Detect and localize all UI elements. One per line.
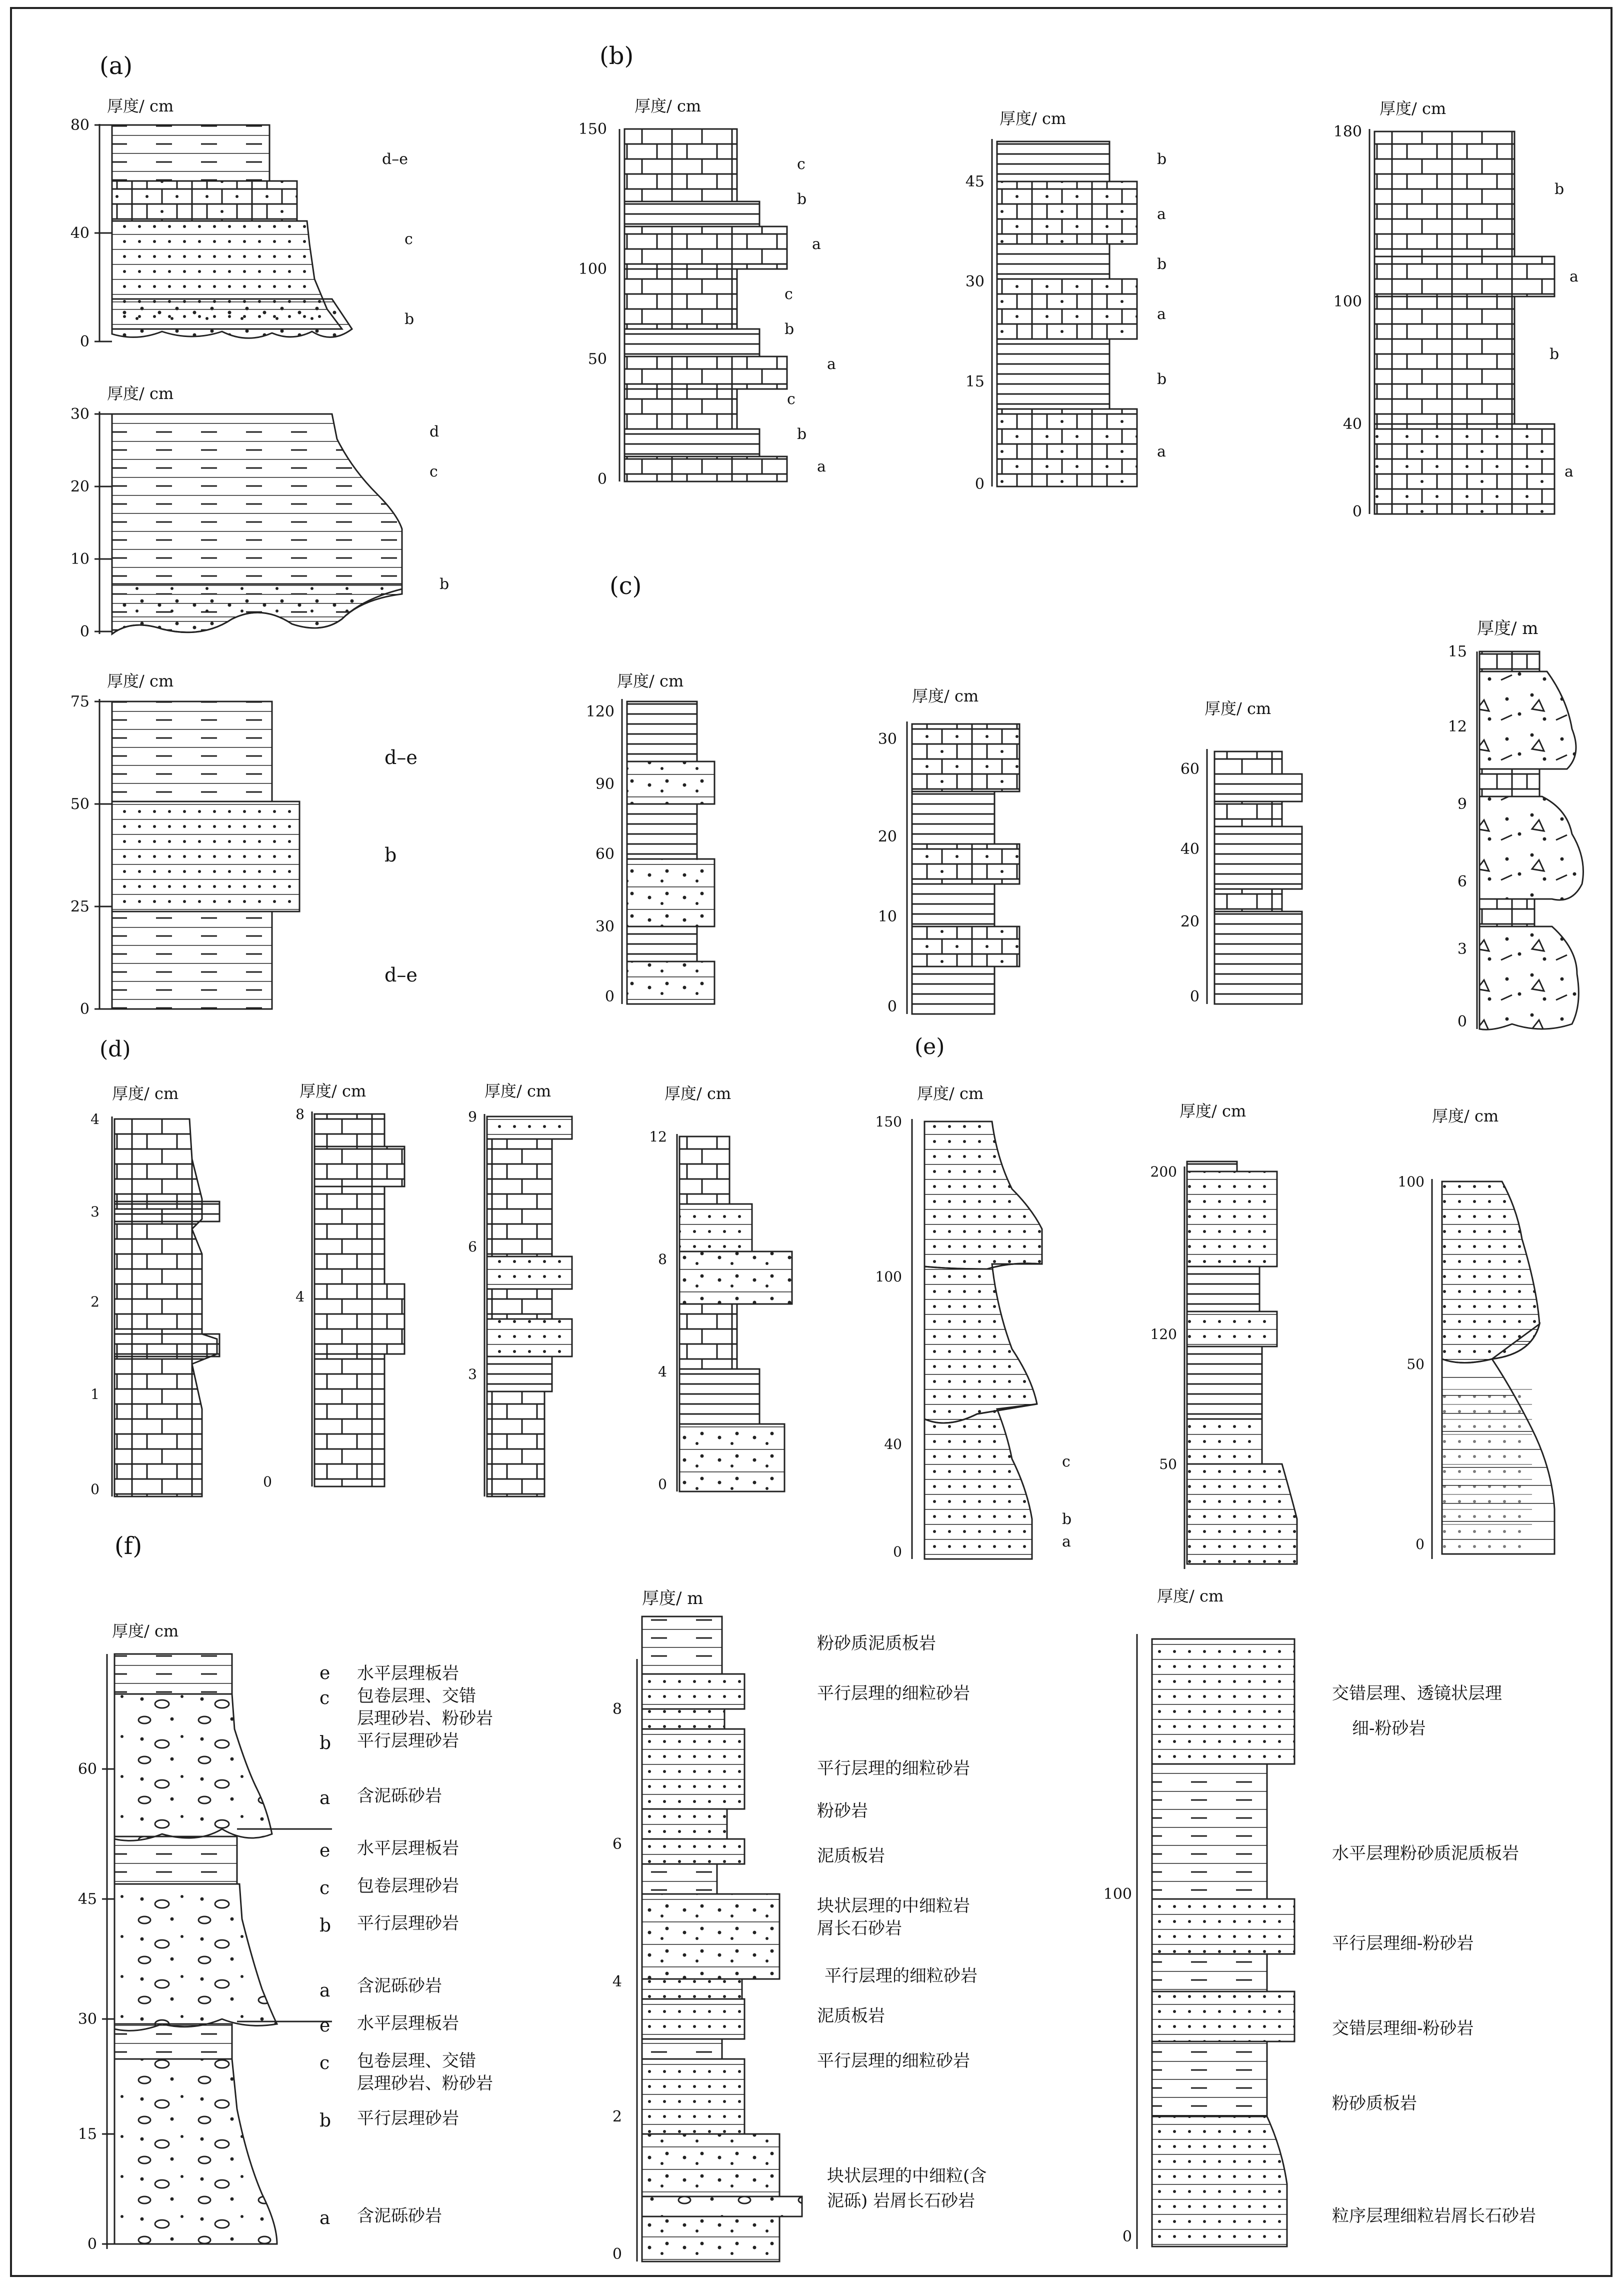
tick-label: 0 [90, 1481, 100, 1498]
tick-label: 150 [578, 120, 607, 138]
column-f1 [78, 1654, 332, 2253]
column-d3 [468, 1108, 572, 1496]
tick-label: 0 [893, 1544, 902, 1560]
description: 包卷层理、交错 [357, 2051, 476, 2071]
tick-label: 0 [612, 2246, 622, 2263]
unit-label: 厚度/ m [1477, 618, 1538, 638]
description: 水平层理板岩 [357, 1664, 459, 1684]
tick-label: 20 [70, 478, 90, 496]
tick-label: 6 [1457, 873, 1467, 890]
tick-label: 0 [658, 1476, 667, 1492]
tick-label: 4 [612, 1973, 622, 1990]
description: 平行层理砂岩 [357, 2108, 459, 2128]
layer-code: b [1157, 150, 1167, 168]
tick-label: 3 [1457, 940, 1467, 958]
tick-label: 0 [597, 470, 607, 488]
layer-code: c [320, 1878, 330, 1898]
tick-label: 100 [1398, 1174, 1424, 1190]
tick-label: 15 [78, 2126, 97, 2143]
tick-label: 50 [70, 796, 90, 813]
layer-code: a [1157, 306, 1166, 323]
layer-code: b [320, 1916, 332, 1936]
layer-code: b [797, 426, 807, 443]
description: 平行层理的细粒砂岩 [817, 1684, 970, 1704]
layer-code: a [320, 1788, 330, 1808]
column-b2 [966, 139, 1166, 493]
unit-label: 厚度/ cm [1180, 1102, 1246, 1120]
tick-label: 0 [80, 623, 90, 640]
unit-label: 厚度/ cm [634, 96, 702, 116]
layer-code: c [404, 230, 413, 248]
tick-label: 100 [1103, 1886, 1132, 1903]
tick-label: 50 [588, 350, 607, 368]
tick-label: 30 [595, 918, 614, 936]
column-f2 [612, 1616, 802, 2263]
description: 平行层理的细粒砂岩 [817, 2051, 970, 2071]
layer-code: b [784, 320, 794, 338]
layer-code: c [1062, 1453, 1070, 1470]
description: 含泥砾砂岩 [357, 1786, 442, 1806]
tick-label: 45 [965, 173, 984, 190]
figure-frame [10, 7, 1612, 2277]
tick-label: 0 [1190, 988, 1200, 1006]
layer-code: a [1570, 268, 1578, 286]
tick-label: 150 [875, 1114, 902, 1130]
unit-label: 厚度/ cm [107, 384, 174, 403]
description: 屑长石砂岩 [817, 1918, 902, 1938]
tick-label: 100 [875, 1268, 902, 1285]
column-a1 [70, 116, 414, 350]
column-a3 [70, 693, 418, 1018]
tick-label: 8 [658, 1251, 667, 1268]
column-d1 [90, 1111, 220, 1498]
description: 细-粉砂岩 [1352, 1718, 1426, 1738]
column-c3 [1180, 749, 1302, 1006]
layer-code: b [1062, 1510, 1072, 1528]
tick-label: 12 [649, 1128, 667, 1145]
panel-label-b: (b) [600, 42, 634, 70]
description: 粉砂岩 [817, 1801, 868, 1821]
f-mid-descriptions [817, 1634, 986, 2211]
tick-label: 15 [1448, 643, 1467, 660]
column-b3 [1334, 123, 1578, 520]
stratigraphic-figure [12, 9, 1610, 2275]
description: 层理砂岩、粉砂岩 [357, 2074, 493, 2094]
tick-label: 4 [658, 1364, 667, 1380]
tick-label: 10 [878, 908, 897, 926]
tick-label: 20 [878, 828, 897, 846]
layer-code: b [320, 1733, 332, 1754]
column-d2 [263, 1106, 404, 1490]
column-c2 [878, 722, 1020, 1016]
tick-label: 0 [263, 1474, 272, 1490]
layer-code: b [1550, 346, 1560, 363]
description: 泥质板岩 [817, 1846, 885, 1866]
tick-label: 200 [1150, 1164, 1177, 1180]
tick-label: 75 [70, 693, 90, 710]
layer-code: b [404, 310, 414, 328]
tick-label: 3 [468, 1366, 477, 1382]
description: 粉砂质泥质板岩 [817, 1634, 936, 1654]
column-e2 [1150, 1162, 1297, 1569]
layer-code: d [430, 423, 440, 440]
tick-label: 12 [1448, 718, 1467, 736]
description: 块状层理的中细粒(含 [827, 2166, 987, 2186]
panel-label-a: (a) [100, 52, 133, 80]
tick-label: 180 [1333, 123, 1362, 140]
tick-label: 2 [612, 2108, 622, 2126]
tick-label: 0 [87, 2236, 97, 2253]
description: 含泥砾砂岩 [357, 2206, 442, 2226]
unit-label: 厚度/ cm [912, 686, 979, 706]
tick-label: 1 [90, 1386, 100, 1402]
layer-code: c [430, 463, 438, 480]
layer-code: e [320, 1663, 330, 1684]
tick-label: 40 [884, 1436, 902, 1452]
description: 包卷层理、交错 [357, 1686, 476, 1706]
tick-label: 40 [1342, 416, 1362, 433]
tick-label: 30 [78, 2010, 97, 2028]
layer-code: d–e [382, 150, 408, 168]
layer-code: b [1157, 370, 1167, 388]
tick-label: 4 [90, 1111, 100, 1128]
tick-label: 45 [78, 1890, 97, 1908]
tick-label: 0 [1416, 1536, 1424, 1552]
layer-code: c [797, 156, 806, 173]
description: 泥砾) 岩屑长石砂岩 [827, 2191, 976, 2211]
tick-label: 0 [1457, 1013, 1467, 1030]
tick-label: 25 [70, 898, 90, 916]
layer-code: b [440, 576, 450, 593]
tick-label: 30 [965, 273, 984, 290]
description: 平行层理砂岩 [357, 1731, 459, 1751]
tick-label: 2 [90, 1294, 100, 1310]
layer-code: a [817, 458, 826, 476]
tick-label: 15 [965, 373, 984, 390]
description: 水平层理板岩 [357, 1838, 459, 1858]
tick-label: 0 [974, 476, 984, 493]
unit-label: 厚度/ cm [112, 1622, 179, 1640]
description: 交错层理、透镜状层理 [1332, 1684, 1502, 1704]
description: 平行层理的细粒砂岩 [817, 1758, 970, 1778]
tick-label: 9 [1457, 796, 1467, 813]
tick-label: 100 [578, 260, 607, 278]
layer-code: d–e [384, 964, 418, 986]
layer-code: a [812, 236, 821, 253]
layer-code: b [1157, 256, 1167, 273]
tick-label: 50 [1406, 1356, 1424, 1372]
description: 水平层理粉砂质泥质板岩 [1332, 1844, 1519, 1864]
unit-label: 厚度/ cm [1432, 1106, 1499, 1126]
tick-label: 0 [1352, 503, 1362, 520]
description: 含泥砾砂岩 [357, 1976, 442, 1996]
tick-label: 60 [595, 846, 614, 863]
tick-label: 60 [1180, 760, 1200, 778]
tick-label: 20 [1180, 913, 1200, 930]
tick-label: 120 [1150, 1326, 1177, 1342]
unit-label: 厚度/ cm [917, 1084, 984, 1103]
column-f3 [1104, 1634, 1294, 2249]
description: 泥质板岩 [817, 2006, 885, 2026]
description: 包卷层理砂岩 [357, 1876, 459, 1896]
unit-label: 厚度/ cm [107, 96, 174, 116]
column-b1 [578, 120, 836, 488]
tick-label: 6 [468, 1238, 477, 1255]
unit-label: 厚度/ cm [1204, 699, 1272, 718]
tick-label: 10 [70, 550, 90, 568]
tick-label: 8 [612, 1700, 622, 1718]
layer-code: c [320, 2053, 330, 2074]
unit-label: 厚度/ m [642, 1588, 704, 1608]
layer-code: a [1157, 443, 1166, 460]
column-c4 [1448, 643, 1584, 1030]
tick-label: 120 [586, 703, 614, 720]
layer-code: a [1062, 1533, 1071, 1550]
column-c1 [586, 699, 714, 1006]
layer-code: a [320, 2208, 330, 2228]
description: 层理砂岩、粉砂岩 [357, 1708, 493, 1728]
panel-label-d: (d) [100, 1036, 131, 1062]
tick-label: 50 [1159, 1456, 1177, 1472]
description: 粉砂质板岩 [1332, 2094, 1417, 2114]
layer-code: b [1554, 180, 1564, 198]
panel-label-c: (c) [610, 572, 642, 600]
unit-label: 厚度/ cm [1380, 99, 1446, 118]
tick-label: 30 [878, 730, 897, 748]
layer-code: a [1564, 463, 1574, 480]
tick-label: 30 [70, 406, 90, 423]
description: 粒序层理细粒岩屑长石砂岩 [1332, 2206, 1536, 2226]
tick-label: 4 [296, 1288, 304, 1305]
layer-code: c [320, 1688, 330, 1708]
panel-label-e: (e) [914, 1034, 945, 1060]
layer-code: b [384, 844, 397, 866]
description: 平行层理砂岩 [357, 1914, 459, 1934]
description: 平行层理细-粉砂岩 [1332, 1934, 1474, 1954]
tick-label: 80 [70, 116, 90, 134]
tick-label: 0 [1122, 2228, 1132, 2246]
layer-code: b [320, 2110, 332, 2131]
layer-code: a [1157, 206, 1166, 223]
tick-label: 100 [1333, 293, 1362, 310]
column-a2 [70, 406, 449, 640]
tick-label: 0 [887, 998, 897, 1016]
layer-code: a [320, 1980, 330, 2001]
unit-label: 厚度/ cm [484, 1082, 552, 1100]
tick-label: 0 [80, 333, 90, 350]
f-left-descriptions [320, 1663, 493, 2228]
tick-label: 0 [80, 1000, 90, 1018]
tick-label: 40 [70, 224, 90, 242]
unit-label: 厚度/ cm [107, 672, 174, 690]
layer-code: c [787, 390, 796, 408]
description: 交错层理细-粉砂岩 [1332, 2018, 1474, 2038]
tick-label: 8 [296, 1106, 304, 1122]
f-right-descriptions [1332, 1684, 1536, 2226]
unit-label: 厚度/ cm [1157, 1586, 1224, 1606]
column-e1 [876, 1114, 1072, 1560]
tick-label: 3 [90, 1204, 100, 1220]
tick-label: 0 [604, 988, 614, 1006]
column-d4 [649, 1128, 792, 1492]
unit-label: 厚度/ cm [300, 1082, 366, 1100]
layer-code: b [797, 190, 807, 208]
tick-label: 40 [1180, 840, 1200, 858]
tick-label: 60 [78, 1760, 97, 1778]
unit-label: 厚度/ cm [1000, 109, 1066, 128]
layer-code: d–e [384, 746, 418, 768]
tick-label: 6 [612, 1836, 622, 1853]
unit-label: 厚度/ cm [617, 672, 684, 690]
layer-code: c [784, 286, 793, 303]
panel-label-f: (f) [114, 1532, 142, 1560]
layer-code: e [320, 1840, 330, 1861]
description: 平行层理的细粒砂岩 [824, 1966, 978, 1986]
description: 水平层理板岩 [357, 2014, 459, 2034]
tick-label: 90 [595, 776, 614, 793]
description: 块状层理的中细粒岩 [817, 1896, 970, 1916]
unit-label: 厚度/ cm [112, 1084, 179, 1103]
unit-label: 厚度/ cm [664, 1084, 732, 1103]
tick-label: 9 [468, 1108, 477, 1125]
column-e3 [1398, 1174, 1554, 1559]
layer-code: a [827, 356, 836, 373]
layer-code: e [320, 2016, 330, 2036]
